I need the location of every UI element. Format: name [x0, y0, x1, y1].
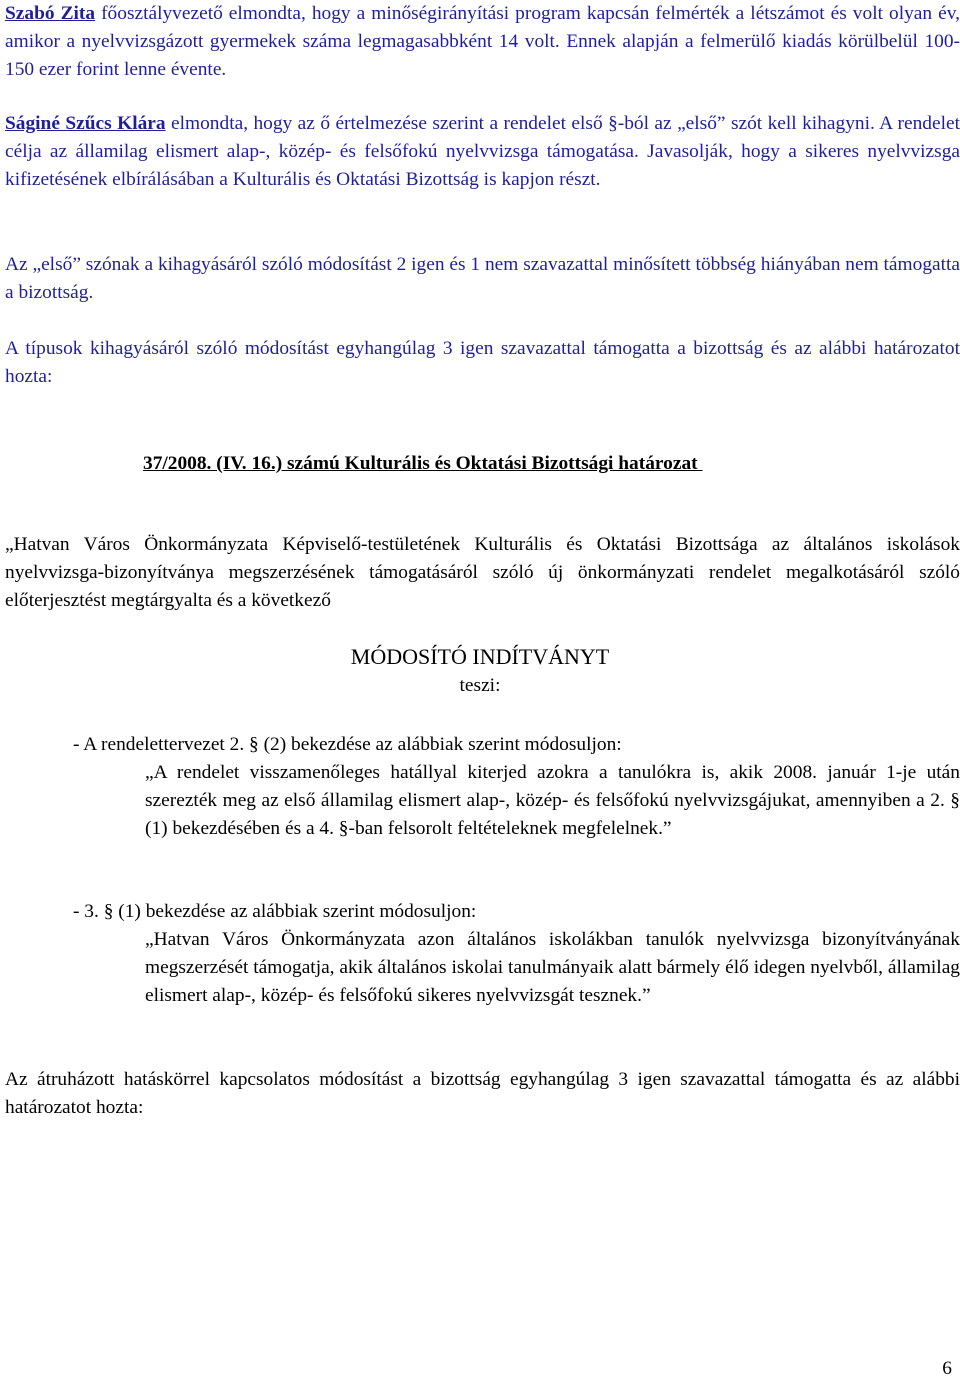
- decision-title: 37/2008. (IV. 16.) számú Kulturális és Oktatási Bizottsági határozat: [143, 453, 703, 474]
- page-number: 6: [942, 1358, 952, 1379]
- modification-verb: teszi:: [459, 675, 501, 696]
- paragraph-final: Az átruházott hatáskörrel kapcsolatos módosítást a bizottság egyhangúlag 3 igen szavazattal támogatta és az alábbi határozatot hozta:: [5, 1069, 960, 1118]
- paragraph-sagine-szucs-klara: [5, 110, 960, 194]
- amendment-1-text: „A rendelet visszamenőleges hatállyal kiterjed azokra a tanulókra is, akik 2008. január 1-je után szerezték meg az első államilag elismert alap-, közép- és felsőfokú nyelvvizsgájukat, amennyiben a 2. § (1) bekezdésében és a 4. §-ban felsorolt feltételeknek megfelelnek.”: [145, 762, 960, 839]
- speaker-name-sagine-szucs-klara: Ságiné Szűcs Klára: [5, 113, 166, 134]
- amendment-2-heading: - 3. § (1) bekezdése az alábbiak szerint módosuljon:: [73, 901, 477, 922]
- paragraph-text: főosztályvezető elmondta, hogy a minőségirányítási program kapcsán felmérték a létszámot és volt olyan év, amikor a nyelvvizsgázott gyermekek száma legmagasabbként 14 volt. Ennek alapján a felmerülő kiadás körülbelül 100-150 ezer forint lenne évente.: [5, 3, 960, 80]
- modification-title: MÓDOSÍTÓ INDÍTVÁNYT: [350, 644, 610, 669]
- amendment-2-text: „Hatvan Város Önkormányzata azon általános iskolákban tanulók nyelvvizsga bizonyítványának megszerzését támogatja, akik általános iskolai tanulmányaik alatt bármely élő idegen nyelvből, államilag elismert alap-, közép- és felsőfokú sikeres nyelvvizsgát tesznek.”: [145, 929, 960, 1006]
- paragraph-text: elmondta, hogy az ő értelmezése szerint a rendelet első §-ból az „első” szót kell kihagyni. A rendelet célja az államilag elismert alap-, közép- és felsőfokú nyelvvizsga támogatása. Javasolják, hogy a sikeres nyelvvizsga kifizetésének elbírálásában a Kulturális és Oktatási Bizottság is kapjon részt.: [5, 113, 960, 190]
- decision-text: „Hatvan Város Önkormányzata Képviselő-testületének Kulturális és Oktatási Bizottsága az általános iskolások nyelvvizsga-bizonyítványa megszerzésének támogatásáról szóló új önkormányzati rendelet megalkotásáról szóló előterjesztést megtárgyalta és a következő: [5, 534, 960, 611]
- paragraph-vote-elso: Az „első” szónak a kihagyásáról szóló módosítást 2 igen és 1 nem szavazattal minősített többség hiányában nem támogatta a bizottság.: [5, 254, 960, 303]
- paragraph-szabo-zita: [5, 0, 960, 84]
- paragraph-vote-tipusok: A típusok kihagyásáról szóló módosítást egyhangúlag 3 igen szavazattal támogatta a bizottság és az alábbi határozatot hozta:: [5, 338, 960, 387]
- speaker-name-szabo-zita: Szabó Zita: [5, 3, 96, 24]
- amendment-1-heading: - A rendelettervezet 2. § (2) bekezdése az alábbiak szerint módosuljon:: [73, 734, 622, 755]
